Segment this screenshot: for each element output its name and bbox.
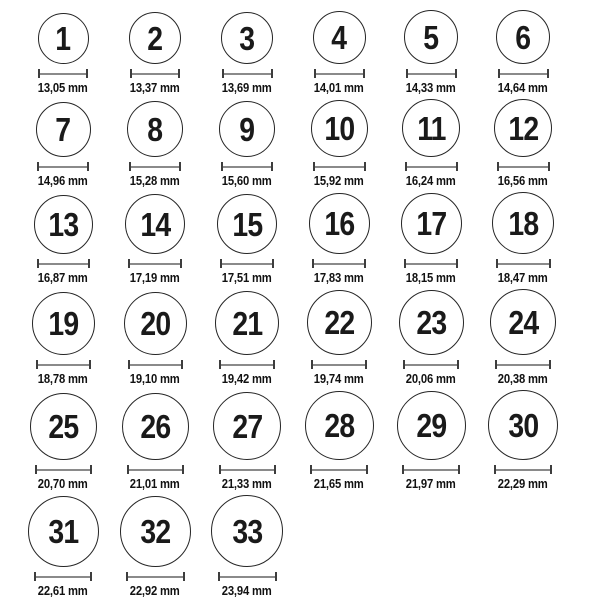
diameter-label-text: 19,74 mm bbox=[314, 372, 364, 386]
ring-size-row bbox=[17, 192, 600, 285]
ring-size-number: 14 bbox=[140, 205, 170, 243]
ring-size-row bbox=[17, 289, 600, 386]
diameter-label bbox=[219, 80, 274, 95]
ring-size-row bbox=[17, 495, 600, 598]
diameter-label-text: 15,92 mm bbox=[314, 174, 364, 188]
measure-tick-right-icon bbox=[89, 360, 91, 369]
ring-size-cell bbox=[201, 291, 293, 386]
diameter-label bbox=[495, 476, 550, 491]
ring-size-number: 23 bbox=[416, 304, 446, 341]
ring-size-number: 4 bbox=[331, 19, 347, 56]
ring-circle bbox=[215, 291, 279, 355]
diameter-label-text: 18,15 mm bbox=[406, 271, 456, 285]
ring-size-cell bbox=[293, 100, 385, 188]
diameter-label bbox=[219, 476, 274, 491]
diameter-label bbox=[311, 173, 366, 188]
measure-bar bbox=[500, 73, 547, 75]
ring-circle bbox=[211, 495, 283, 567]
ring-circle bbox=[404, 10, 458, 64]
measure-tick-right-icon bbox=[179, 162, 181, 171]
ring-size-cell bbox=[109, 12, 201, 95]
diameter-label bbox=[219, 371, 274, 386]
diameter-label bbox=[35, 371, 90, 386]
ring-size-cell bbox=[385, 10, 477, 95]
diameter-label-text: 14,33 mm bbox=[406, 81, 456, 95]
measure-tick-right-icon bbox=[550, 465, 552, 474]
diameter-label bbox=[311, 270, 366, 285]
diameter-label-text: 13,05 mm bbox=[38, 81, 88, 95]
diameter-measure bbox=[35, 465, 92, 474]
measure-tick-right-icon bbox=[182, 465, 184, 474]
measure-tick-right-icon bbox=[363, 69, 365, 78]
diameter-label bbox=[219, 173, 274, 188]
measure-bar bbox=[406, 263, 456, 265]
measure-tick-right-icon bbox=[271, 162, 273, 171]
diameter-measure bbox=[219, 465, 276, 474]
diameter-measure bbox=[37, 162, 89, 171]
ring-size-cell bbox=[109, 496, 201, 598]
measure-bar bbox=[36, 576, 90, 578]
measure-tick-right-icon bbox=[183, 572, 185, 581]
diameter-label-text: 23,94 mm bbox=[222, 584, 272, 598]
diameter-label-text: 15,28 mm bbox=[130, 174, 180, 188]
measure-bar bbox=[499, 166, 548, 168]
ring-circle bbox=[36, 102, 91, 157]
diameter-measure bbox=[128, 259, 182, 268]
ring-size-number: 11 bbox=[416, 109, 446, 147]
measure-bar bbox=[224, 73, 271, 75]
diameter-label-text: 21,33 mm bbox=[222, 477, 272, 491]
measure-bar bbox=[408, 73, 455, 75]
diameter-label-text: 20,38 mm bbox=[498, 372, 548, 386]
ring-size-number: 10 bbox=[324, 110, 354, 147]
diameter-measure bbox=[218, 572, 277, 581]
ring-size-cell bbox=[293, 193, 385, 285]
ring-size-number: 17 bbox=[416, 205, 446, 242]
diameter-measure bbox=[405, 162, 458, 171]
measure-bar bbox=[37, 469, 90, 471]
diameter-measure bbox=[311, 360, 367, 369]
diameter-measure bbox=[313, 162, 366, 171]
diameter-label-text: 20,70 mm bbox=[38, 477, 88, 491]
ring-size-number: 15 bbox=[232, 205, 262, 243]
ring-circle bbox=[127, 101, 183, 157]
ring-size-number: 19 bbox=[48, 305, 78, 342]
ring-size-number: 25 bbox=[48, 408, 78, 445]
measure-tick-right-icon bbox=[456, 259, 458, 268]
ring-size-cell bbox=[201, 495, 293, 598]
diameter-measure bbox=[312, 259, 366, 268]
diameter-measure bbox=[404, 259, 458, 268]
measure-bar bbox=[497, 364, 549, 366]
diameter-label bbox=[35, 583, 90, 598]
diameter-label-text: 13,37 mm bbox=[130, 81, 180, 95]
ring-size-cell bbox=[109, 101, 201, 188]
measure-tick-right-icon bbox=[86, 69, 88, 78]
ring-size-cell bbox=[109, 393, 201, 491]
ring-size-cell bbox=[477, 390, 569, 491]
diameter-label-text: 21,01 mm bbox=[130, 477, 180, 491]
diameter-label bbox=[311, 371, 366, 386]
diameter-label bbox=[35, 80, 90, 95]
diameter-label bbox=[127, 583, 182, 598]
ring-circle bbox=[488, 390, 558, 460]
ring-size-number: 24 bbox=[508, 303, 538, 341]
ring-size-number: 2 bbox=[147, 19, 163, 57]
measure-tick-right-icon bbox=[549, 360, 551, 369]
ring-size-number: 28 bbox=[324, 407, 354, 444]
ring-circle bbox=[221, 12, 273, 64]
measure-tick-right-icon bbox=[90, 572, 92, 581]
ring-size-cell bbox=[17, 13, 109, 95]
diameter-label-text: 19,42 mm bbox=[222, 372, 272, 386]
diameter-label-text: 18,78 mm bbox=[38, 372, 88, 386]
diameter-label bbox=[127, 80, 182, 95]
ring-size-number: 18 bbox=[508, 204, 538, 242]
ring-size-cell bbox=[109, 292, 201, 386]
measure-tick-right-icon bbox=[181, 360, 183, 369]
ring-size-number: 5 bbox=[423, 18, 439, 56]
diameter-measure bbox=[219, 360, 275, 369]
measure-tick-right-icon bbox=[455, 69, 457, 78]
diameter-label bbox=[127, 270, 182, 285]
ring-size-cell bbox=[477, 99, 569, 188]
diameter-label-text: 16,24 mm bbox=[406, 174, 456, 188]
ring-circle bbox=[125, 194, 185, 254]
measure-tick-right-icon bbox=[364, 259, 366, 268]
ring-circle bbox=[397, 391, 466, 460]
ring-size-cell bbox=[477, 192, 569, 285]
measure-tick-right-icon bbox=[458, 465, 460, 474]
measure-bar bbox=[221, 469, 274, 471]
diameter-label bbox=[403, 476, 458, 491]
measure-bar bbox=[130, 263, 180, 265]
diameter-label-text: 17,83 mm bbox=[314, 271, 364, 285]
diameter-measure bbox=[36, 360, 91, 369]
diameter-label bbox=[495, 371, 550, 386]
ring-size-cell bbox=[201, 194, 293, 285]
ring-size-cell bbox=[293, 290, 385, 386]
measure-tick-right-icon bbox=[365, 360, 367, 369]
diameter-measure bbox=[496, 259, 551, 268]
ring-circle bbox=[402, 99, 460, 157]
diameter-label bbox=[35, 173, 90, 188]
ring-circle bbox=[401, 193, 462, 254]
diameter-label bbox=[35, 476, 90, 491]
diameter-label-text: 13,69 mm bbox=[222, 81, 272, 95]
ring-size-number: 20 bbox=[140, 305, 170, 342]
ring-size-number: 32 bbox=[140, 513, 170, 550]
measure-bar bbox=[312, 469, 366, 471]
diameter-label-text: 15,60 mm bbox=[222, 174, 272, 188]
ring-size-cell bbox=[17, 195, 109, 285]
ring-circle bbox=[124, 292, 187, 355]
diameter-label-text: 14,64 mm bbox=[498, 81, 548, 95]
ring-circle bbox=[496, 10, 550, 64]
measure-bar bbox=[498, 263, 549, 265]
ring-size-row bbox=[17, 390, 600, 491]
ring-size-number: 21 bbox=[232, 304, 262, 342]
measure-tick-right-icon bbox=[457, 360, 459, 369]
ring-circle bbox=[309, 193, 370, 254]
ring-size-cell bbox=[293, 391, 385, 491]
ring-circle bbox=[28, 496, 99, 567]
ring-size-number: 13 bbox=[48, 206, 78, 243]
diameter-label bbox=[495, 270, 550, 285]
ring-size-cell bbox=[385, 290, 477, 386]
diameter-label bbox=[403, 80, 458, 95]
ring-size-cell bbox=[385, 193, 477, 285]
diameter-label-text: 22,61 mm bbox=[38, 584, 88, 598]
diameter-label bbox=[219, 270, 274, 285]
measure-tick-right-icon bbox=[178, 69, 180, 78]
measure-bar bbox=[404, 469, 458, 471]
measure-tick-right-icon bbox=[272, 259, 274, 268]
measure-bar bbox=[313, 364, 365, 366]
diameter-measure bbox=[221, 162, 273, 171]
ring-circle bbox=[311, 100, 368, 157]
diameter-label-text: 19,10 mm bbox=[130, 372, 180, 386]
ring-size-row bbox=[17, 99, 600, 188]
measure-tick-right-icon bbox=[366, 465, 368, 474]
measure-tick-right-icon bbox=[180, 259, 182, 268]
ring-size-number: 12 bbox=[508, 109, 538, 147]
diameter-measure bbox=[220, 259, 274, 268]
measure-tick-right-icon bbox=[548, 162, 550, 171]
ring-circle bbox=[217, 194, 277, 254]
measure-tick-right-icon bbox=[275, 572, 277, 581]
measure-tick-right-icon bbox=[273, 360, 275, 369]
measure-bar bbox=[407, 166, 456, 168]
diameter-label bbox=[495, 173, 550, 188]
measure-bar bbox=[316, 73, 363, 75]
ring-size-number: 8 bbox=[147, 110, 163, 148]
diameter-label bbox=[127, 476, 182, 491]
diameter-label bbox=[127, 173, 182, 188]
ring-size-cell bbox=[385, 391, 477, 491]
measure-bar bbox=[220, 576, 275, 578]
ring-size-number: 22 bbox=[324, 304, 354, 341]
diameter-label bbox=[35, 270, 90, 285]
diameter-label-text: 17,51 mm bbox=[222, 271, 272, 285]
diameter-label-text: 22,29 mm bbox=[498, 477, 548, 491]
measure-tick-right-icon bbox=[547, 69, 549, 78]
measure-bar bbox=[405, 364, 457, 366]
diameter-label-text: 14,96 mm bbox=[38, 174, 88, 188]
measure-tick-right-icon bbox=[456, 162, 458, 171]
diameter-label-text: 14,01 mm bbox=[314, 81, 364, 95]
ring-size-number: 30 bbox=[508, 406, 538, 444]
measure-tick-right-icon bbox=[271, 69, 273, 78]
diameter-label-text: 20,06 mm bbox=[406, 372, 456, 386]
ring-size-number: 9 bbox=[239, 110, 255, 148]
ring-size-cell bbox=[17, 496, 109, 598]
diameter-label-text: 17,19 mm bbox=[130, 271, 180, 285]
diameter-measure bbox=[498, 69, 549, 78]
diameter-measure bbox=[34, 572, 92, 581]
diameter-label bbox=[311, 476, 366, 491]
diameter-label bbox=[219, 583, 274, 598]
ring-size-number: 3 bbox=[239, 19, 255, 57]
diameter-label-text: 16,56 mm bbox=[498, 174, 548, 188]
measure-bar bbox=[39, 263, 88, 265]
measure-bar bbox=[132, 73, 178, 75]
measure-tick-right-icon bbox=[274, 465, 276, 474]
ring-size-number: 1 bbox=[55, 20, 71, 57]
ring-circle bbox=[32, 292, 95, 355]
diameter-label bbox=[403, 173, 458, 188]
measure-bar bbox=[39, 166, 87, 168]
measure-tick-right-icon bbox=[87, 162, 89, 171]
ring-circle bbox=[219, 101, 275, 157]
diameter-measure bbox=[403, 360, 459, 369]
ring-circle bbox=[305, 391, 374, 460]
diameter-measure bbox=[494, 465, 552, 474]
ring-circle bbox=[313, 11, 366, 64]
ring-size-cell bbox=[201, 392, 293, 491]
diameter-measure bbox=[130, 69, 180, 78]
measure-bar bbox=[315, 166, 364, 168]
diameter-label-text: 22,92 mm bbox=[130, 584, 180, 598]
diameter-measure bbox=[406, 69, 457, 78]
diameter-label-text: 21,97 mm bbox=[406, 477, 456, 491]
ring-size-row bbox=[17, 10, 600, 95]
ring-circle bbox=[38, 13, 89, 64]
measure-bar bbox=[129, 469, 182, 471]
ring-size-number: 6 bbox=[515, 18, 531, 56]
ring-circle bbox=[34, 195, 93, 254]
ring-size-number: 33 bbox=[232, 512, 262, 550]
diameter-label bbox=[127, 371, 182, 386]
ring-size-cell bbox=[293, 11, 385, 95]
diameter-measure bbox=[127, 465, 184, 474]
diameter-measure bbox=[129, 162, 181, 171]
diameter-measure bbox=[495, 360, 551, 369]
ring-size-cell bbox=[477, 10, 569, 95]
ring-size-cell bbox=[17, 393, 109, 491]
diameter-measure bbox=[310, 465, 368, 474]
diameter-label-text: 21,65 mm bbox=[314, 477, 364, 491]
diameter-label bbox=[311, 80, 366, 95]
ring-size-cell bbox=[109, 194, 201, 285]
measure-tick-right-icon bbox=[364, 162, 366, 171]
ring-circle bbox=[120, 496, 191, 567]
diameter-label bbox=[403, 270, 458, 285]
ring-circle bbox=[494, 99, 552, 157]
ring-size-cell bbox=[477, 289, 569, 386]
diameter-label bbox=[495, 80, 550, 95]
ring-circle bbox=[307, 290, 372, 355]
measure-bar bbox=[130, 364, 181, 366]
measure-bar bbox=[496, 469, 550, 471]
ring-size-cell bbox=[17, 102, 109, 188]
measure-bar bbox=[222, 263, 272, 265]
measure-bar bbox=[131, 166, 179, 168]
measure-bar bbox=[223, 166, 271, 168]
ring-size-number: 31 bbox=[48, 513, 78, 550]
ring-size-number: 26 bbox=[140, 408, 170, 445]
ring-size-number: 7 bbox=[55, 111, 71, 148]
ring-circle bbox=[122, 393, 189, 460]
ring-size-cell bbox=[17, 292, 109, 386]
diameter-measure bbox=[128, 360, 183, 369]
ring-size-number: 16 bbox=[324, 205, 354, 242]
ring-circle bbox=[399, 290, 464, 355]
ring-circle bbox=[213, 392, 281, 460]
ring-circle bbox=[492, 192, 554, 254]
diameter-measure bbox=[497, 162, 550, 171]
ring-circle bbox=[30, 393, 97, 460]
diameter-measure bbox=[402, 465, 460, 474]
ring-circle bbox=[129, 12, 181, 64]
diameter-measure bbox=[38, 69, 88, 78]
diameter-measure bbox=[222, 69, 273, 78]
measure-bar bbox=[314, 263, 364, 265]
ring-size-number: 27 bbox=[232, 407, 262, 445]
measure-bar bbox=[128, 576, 183, 578]
diameter-measure bbox=[126, 572, 185, 581]
diameter-label-text: 18,47 mm bbox=[498, 271, 548, 285]
ring-size-cell bbox=[201, 101, 293, 188]
ring-size-cell bbox=[201, 12, 293, 95]
ring-size-cell bbox=[385, 99, 477, 188]
ring-circle bbox=[490, 289, 556, 355]
measure-tick-right-icon bbox=[88, 259, 90, 268]
measure-bar bbox=[40, 73, 86, 75]
measure-tick-right-icon bbox=[90, 465, 92, 474]
measure-bar bbox=[38, 364, 89, 366]
measure-tick-right-icon bbox=[549, 259, 551, 268]
diameter-label-text: 16,87 mm bbox=[38, 271, 88, 285]
diameter-measure bbox=[314, 69, 365, 78]
ring-size-number: 29 bbox=[416, 407, 446, 444]
diameter-label bbox=[403, 371, 458, 386]
measure-bar bbox=[221, 364, 273, 366]
diameter-measure bbox=[37, 259, 90, 268]
